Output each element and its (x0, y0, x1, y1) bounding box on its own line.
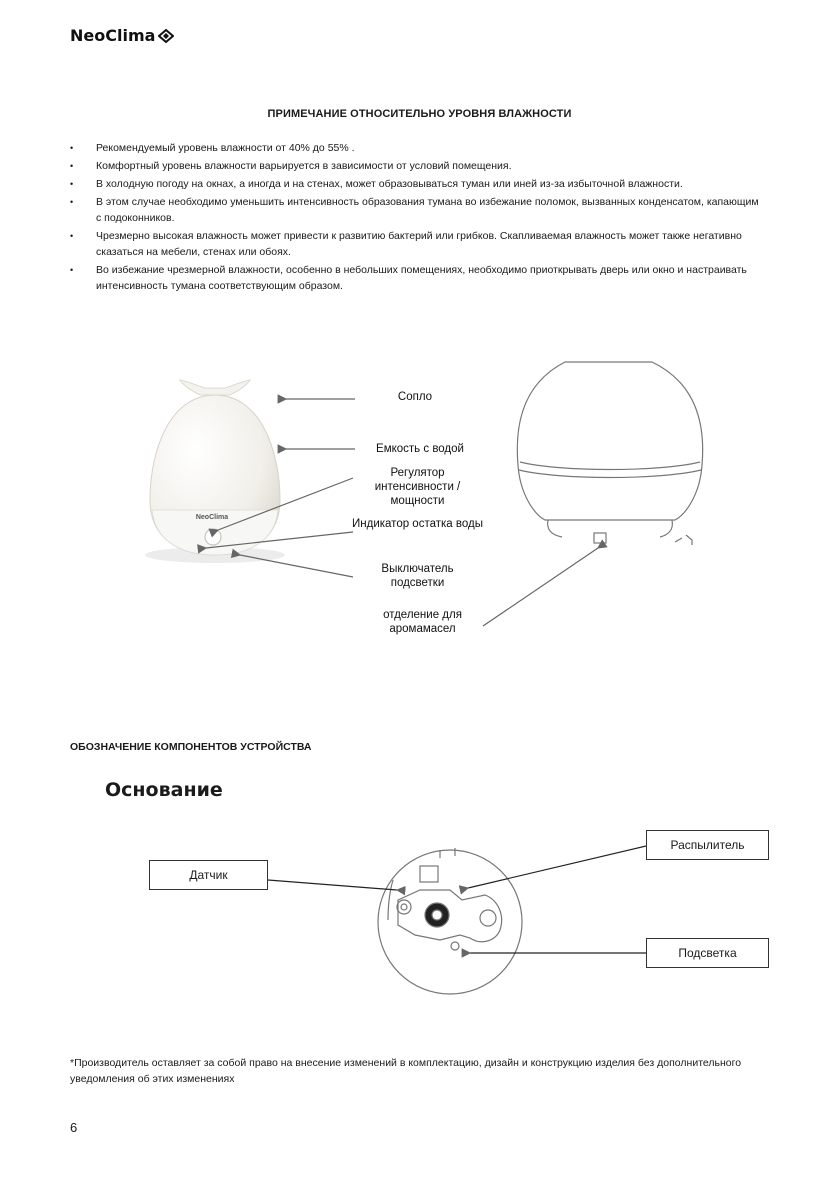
list-item: • В холодную погоду на окнах, а иногда и на стенах, может образовываться туман или иней из-за избыточной влажности. (70, 176, 760, 192)
label-water-indicator: Индикатор остатка воды (352, 518, 483, 530)
list-item: • Во избежание чрезмерной влажности, особенно в небольших помещениях, необходимо приоткрывать дверь или окно и настраивать интенсивность тумана соответствующим образом. (70, 262, 760, 294)
label-light-switch: Выключатель подсветки (381, 563, 454, 589)
list-item: • Чрезмерно высокая влажность может привести к развитию бактерий или грибков. Скапливаемая влажность может также негативно сказаться на мебели, стенах или обоях. (70, 228, 760, 260)
page-number: 6 (70, 1120, 78, 1135)
humidifier-outline (517, 362, 702, 545)
base-arrows (268, 846, 646, 953)
list-item: • В этом случае необходимо уменьшить интенсивность образования тумана во избежание поломок, вызванных конденсатом, капающим с подоконников. (70, 194, 760, 226)
components-title: ОБОЗНАЧЕНИЕ КОМПОНЕНТОВ УСТРОЙСТВА (70, 741, 312, 753)
label-sensor: Датчик (149, 860, 268, 890)
device-brand-label: NeoClima (195, 514, 229, 521)
label-nozzle: Сопло (397, 391, 433, 403)
regulator-knob (205, 529, 221, 545)
footnote: *Производитель оставляет за собой право на внесение изменений в комплектацию, дизайн и конструкцию изделия без дополнительного уведомления об этих изменениях (70, 1057, 742, 1085)
label-sprayer: Распылитель (646, 830, 769, 860)
base-diagram (378, 848, 522, 994)
label-backlight: Подсветка (646, 938, 769, 968)
label-regulator: Регулятор интенсивности / мощности (374, 467, 461, 507)
humidifier-illustration (145, 380, 285, 563)
label-tank: Емкость с водой (376, 443, 464, 455)
note-title: ПРИМЕЧАНИЕ ОТНОСИТЕЛЬНО УРОВНЯ ВЛАЖНОСТИ (267, 108, 572, 120)
list-item: • Комфортный уровень влажности варьируется в зависимости от условий помещения. (70, 158, 760, 174)
label-aroma: отделение для аромамасел (383, 609, 462, 635)
base-heading: Основание (105, 779, 223, 801)
list-item: • Рекомендуемый уровень влажности от 40% до 55% . (70, 140, 760, 156)
humidifier-nozzle (180, 380, 250, 395)
brand-name: NeoClima (70, 26, 156, 45)
